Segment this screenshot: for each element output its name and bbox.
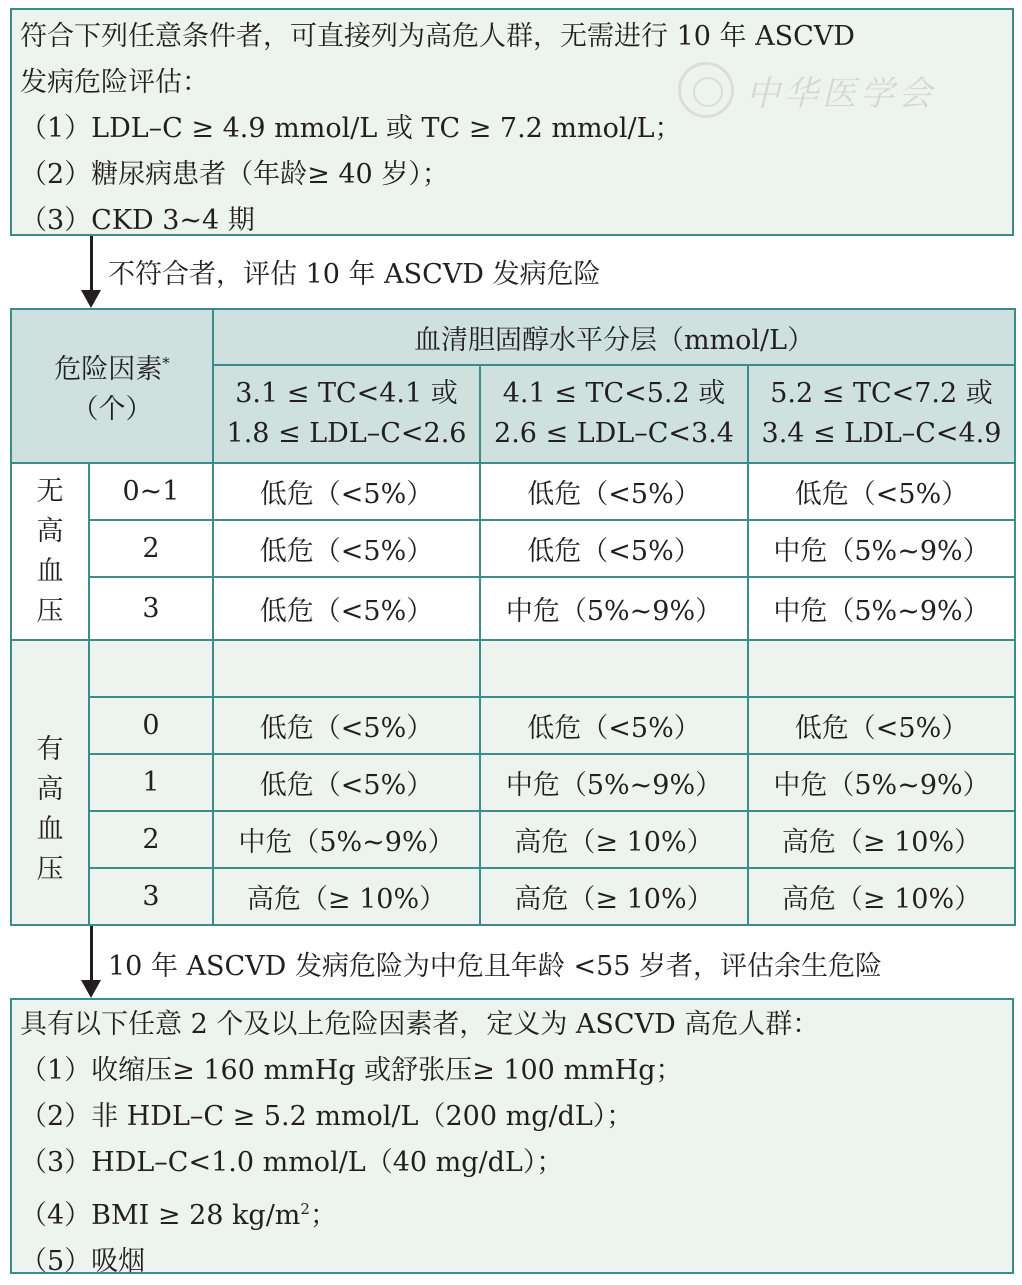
bmi-suffix: ； [309,1200,337,1231]
column-header-line: 1.8 ≤ LDL–C<2.6 [226,418,467,449]
risk-cell: 高危（≥ 10%） [480,811,748,868]
empty-cell [480,640,748,697]
criteria-line: （5）吸烟 [20,1246,146,1277]
risk-cell: 低危（<5%） [748,463,1015,520]
bmi-superscript: 2 [300,1200,310,1218]
criteria-line: （3）HDL–C<1.0 mmol/L（40 mg/dL）； [20,1147,564,1178]
criteria-line: （3）CKD 3~4 期 [20,205,255,236]
column-header-line: 4.1 ≤ TC<5.2 或 [502,378,726,409]
risk-factor-count: 2 [89,520,213,577]
criteria-line [20,1186,1012,1239]
risk-cell: 低危（<5%） [213,697,480,754]
risk-cell: 低危（<5%） [213,577,480,640]
risk-stratification-table [10,308,1016,926]
risk-cell: 低危（<5%） [213,463,480,520]
risk-cell: 高危（≥ 10%） [748,811,1015,868]
watermark [678,62,936,118]
risk-cell: 低危（<5%） [748,697,1015,754]
criteria-line: （1）LDL–C ≥ 4.9 mmol/L 或 TC ≥ 7.2 mmol/L； [20,113,682,144]
cholesterol-header: 血清胆固醇水平分层（mmol/L） [213,309,1015,365]
bmi-text: （4）BMI ≥ 28 kg/m [20,1200,301,1231]
flow-arrow-1-head [81,290,101,308]
criteria-line: 符合下列任意条件者，可直接列为高危人群，无需进行 10 年 ASCVD [20,21,855,52]
flow-arrow-1-line [90,236,93,292]
risk-cell: 中危（5%~9%） [480,577,748,640]
empty-cell [213,640,480,697]
footnote-mark: * [162,353,170,372]
risk-cell: 中危（5%~9%） [213,811,480,868]
risk-factor-unit: （个） [71,393,153,425]
flow-arrow-2-label: 10 年 ASCVD 发病危险为中危且年龄 <55 岁者，评估余生危险 [108,951,883,982]
risk-factor-count: 2 [89,811,213,868]
risk-cell: 低危（<5%） [480,697,748,754]
flow-arrow-2-head [81,980,101,998]
society-seal-icon [678,62,734,118]
risk-cell: 中危（5%~9%） [748,577,1015,640]
lifetime-risk-criteria-box [10,998,1014,1277]
criteria-line: 具有以下任意 2 个及以上危险因素者，定义为 ASCVD 高危人群： [20,1009,820,1040]
column-header [748,365,1015,463]
risk-factor-count: 0~1 [89,463,213,520]
risk-factor-count: 3 [89,577,213,640]
column-header-line: 3.1 ≤ TC<4.1 或 [235,378,458,409]
criteria-line: （2）非 HDL–C ≥ 5.2 mmol/L（200 mg/dL）； [20,1101,634,1132]
column-header [480,365,748,463]
empty-cell [748,640,1015,697]
column-header-line: 5.2 ≤ TC<7.2 或 [770,378,993,409]
flow-arrow-2-line [90,926,93,982]
risk-cell: 低危（<5%） [213,754,480,811]
risk-factor-count: 0 [89,697,213,754]
risk-cell: 中危（5%~9%） [480,754,748,811]
risk-cell: 中危（5%~9%） [748,520,1015,577]
risk-cell: 高危（≥ 10%） [213,868,480,925]
risk-cell: 高危（≥ 10%） [480,868,748,925]
criteria-line: （2）糖尿病患者（年龄≥ 40 岁）； [20,159,449,190]
risk-factor-header-cell [11,309,213,463]
risk-cell: 低危（<5%） [213,520,480,577]
column-header-line: 2.6 ≤ LDL–C<3.4 [494,418,734,449]
risk-cell: 中危（5%~9%） [748,754,1015,811]
column-header-line: 3.4 ≤ LDL–C<4.9 [761,418,1002,449]
direct-high-risk-criteria-box [10,8,1014,236]
flow-arrow-1-label: 不符合者，评估 10 年 ASCVD 发病危险 [108,259,601,290]
no-hypertension-label: 无 高 血 压 [11,463,89,640]
risk-factor-header: 危险因素 [54,353,163,385]
watermark-text: 中华医学会 [746,73,936,114]
risk-cell: 低危（<5%） [480,520,748,577]
risk-factor-count: 1 [89,754,213,811]
empty-cell [89,640,213,697]
risk-factor-count: 3 [89,868,213,925]
criteria-line: （1）收缩压≥ 160 mmHg 或舒张压≥ 100 mmHg； [20,1055,683,1086]
risk-cell: 高危（≥ 10%） [748,868,1015,925]
hypertension-label: 有 高 血 压 [11,640,89,925]
criteria-line: 发病危险评估： [20,67,209,98]
column-header [213,365,480,463]
risk-cell: 低危（<5%） [480,463,748,520]
